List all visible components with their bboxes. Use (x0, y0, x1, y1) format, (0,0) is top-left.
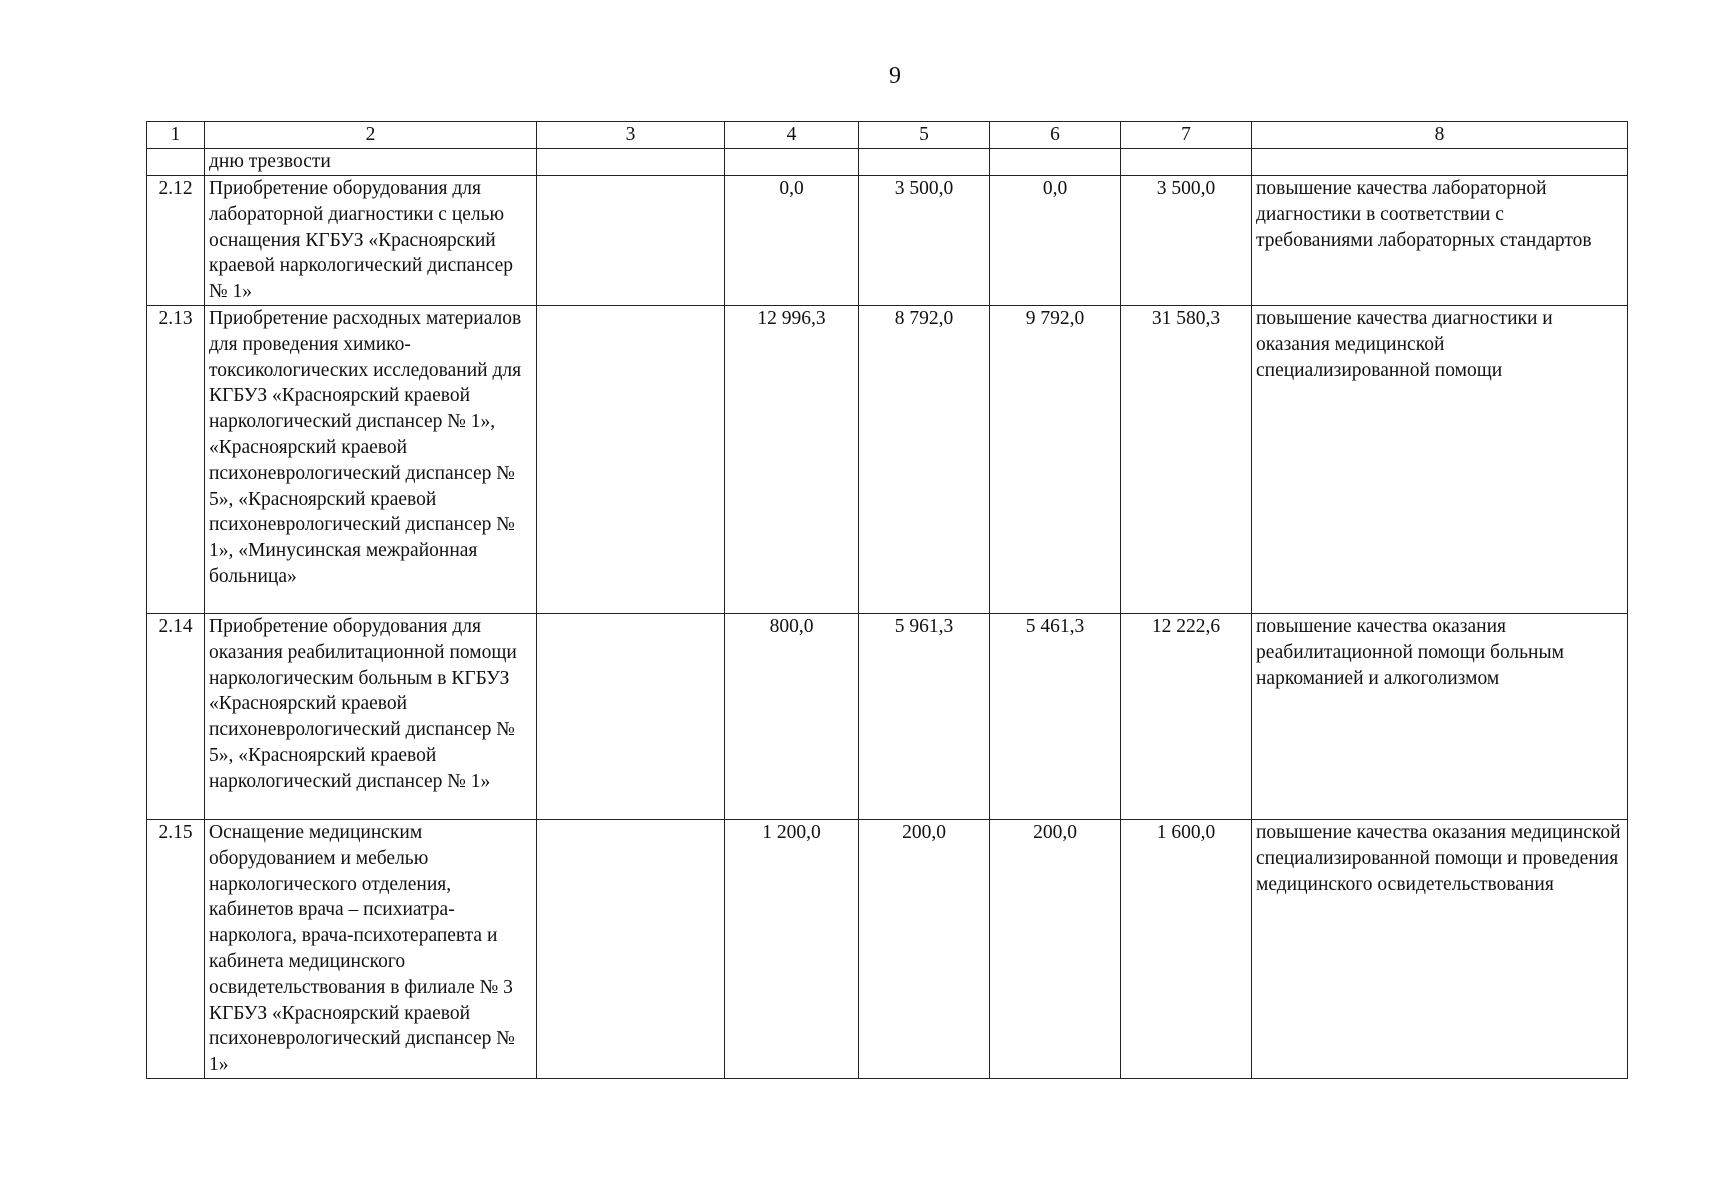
value-cell-col5: 3 500,0 (859, 176, 990, 306)
result-cell: повышение качества оказания медицинской специализированной помощи и проведения медицинского освидетельствования (1252, 820, 1628, 1079)
table-row (147, 614, 1628, 820)
value-cell-col4: 800,0 (725, 614, 859, 820)
table-row (147, 176, 1628, 306)
table-row (147, 820, 1628, 1079)
column-header: 8 (1252, 122, 1628, 149)
page-number: 9 (889, 63, 901, 89)
value-cell-col5: 5 961,3 (859, 614, 990, 820)
measure-name-cell: дню трезвости (205, 149, 537, 176)
measure-name-cell: Приобретение оборудования для лабораторной диагностики с целью оснащения КГБУЗ «Красноярский краевой наркологический диспансер № 1» (205, 176, 537, 306)
measure-name-cell: Оснащение медицинским оборудованием и мебелью наркологического отделения, кабинетов врача – психиатра-нарколога, врача-психотерапевта и кабинета медицинского освидетельствования в филиале № 3 КГБУЗ «Красноярский краевой психоневрологический диспансер № 1» (205, 820, 537, 1079)
executor-cell (537, 614, 725, 820)
value-cell-col7: 12 222,6 (1121, 614, 1252, 820)
row-number-cell: 2.12 (147, 176, 205, 306)
column-header: 7 (1121, 122, 1252, 149)
row-number-cell: 2.14 (147, 614, 205, 820)
value-cell-col7: 3 500,0 (1121, 176, 1252, 306)
value-cell-col5: 8 792,0 (859, 306, 990, 614)
row-number-cell (147, 149, 205, 176)
column-header: 6 (990, 122, 1121, 149)
value-cell-col4: 1 200,0 (725, 820, 859, 1079)
measure-name-cell: Приобретение оборудования для оказания реабилитационной помощи наркологическим больным в КГБУЗ «Красноярский краевой психоневрологический диспансер № 5», «Красноярский краевой наркологический диспансер № 1» (205, 614, 537, 820)
measure-name-cell: Приобретение расходных материалов для проведения химико-токсикологических исследований для КГБУЗ «Красноярский краевой наркологический диспансер № 1», «Красноярский краевой психоневрологический диспансер № 5», «Красноярский краевой психоневрологический диспансер № 1», «Минусинская межрайонная больница» (205, 306, 537, 614)
result-cell: повышение качества оказания реабилитационной помощи больным наркоманией и алкоголизмом (1252, 614, 1628, 820)
value-cell-col6: 200,0 (990, 820, 1121, 1079)
value-cell-col7: 1 600,0 (1121, 820, 1252, 1079)
result-cell (1252, 149, 1628, 176)
column-header: 2 (205, 122, 537, 149)
value-cell-col4: 0,0 (725, 176, 859, 306)
value-cell-col6: 5 461,3 (990, 614, 1121, 820)
value-cell (725, 149, 859, 176)
value-cell-col4: 12 996,3 (725, 306, 859, 614)
column-header: 4 (725, 122, 859, 149)
executor-cell (537, 820, 725, 1079)
row-number-cell: 2.13 (147, 306, 205, 614)
value-cell-col5: 200,0 (859, 820, 990, 1079)
value-cell (990, 149, 1121, 176)
executor-cell (537, 149, 725, 176)
result-cell: повышение качества лабораторной диагностики в соответствии с требованиями лабораторных стандартов (1252, 176, 1628, 306)
row-number-cell: 2.15 (147, 820, 205, 1079)
column-header: 5 (859, 122, 990, 149)
table-row-continuation (147, 149, 1628, 176)
result-cell: повышение качества диагностики и оказания медицинской специализированной помощи (1252, 306, 1628, 614)
table-row (147, 306, 1628, 614)
column-number-row (147, 122, 1628, 149)
value-cell (859, 149, 990, 176)
executor-cell (537, 176, 725, 306)
value-cell-col6: 9 792,0 (990, 306, 1121, 614)
column-header: 1 (147, 122, 205, 149)
value-cell (1121, 149, 1252, 176)
executor-cell (537, 306, 725, 614)
value-cell-col6: 0,0 (990, 176, 1121, 306)
column-header: 3 (537, 122, 725, 149)
measures-table (146, 121, 1628, 1079)
value-cell-col7: 31 580,3 (1121, 306, 1252, 614)
